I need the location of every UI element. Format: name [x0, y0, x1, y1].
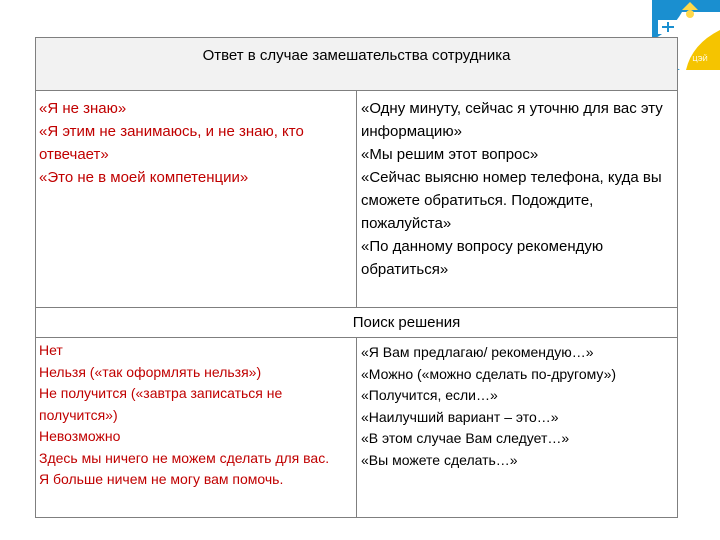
positive-solutions-cell [357, 338, 678, 518]
positive-solution: «Я Вам предлагаю/ рекомендую…» [361, 344, 594, 360]
negative-phrase: «Это не в моей компетенции» [39, 169, 249, 186]
positive-phrases-cell [357, 91, 678, 308]
positive-phrase: «Мы решим этот вопрос» [361, 146, 539, 163]
section-header [36, 308, 678, 338]
positive-phrase: «Сейчас выясню номер телефона, куда вы сможете обратиться. Подождите, пожалуйста» [361, 169, 662, 232]
negative-solution: Не получится («завтра записаться не получится») [39, 385, 283, 423]
positive-solution: «Можно («можно сделать по-другому») [361, 365, 617, 382]
positive-phrase: «Одну минуту, сейчас я уточню для вас эту информацию» [361, 100, 663, 140]
negative-phrase: «Я не знаю» [39, 100, 127, 117]
section-title: Поиск решения [352, 314, 461, 331]
logo-text: ЦЭЙ [692, 56, 708, 63]
negative-solution: Здесь мы ничего не можем сделать для вас. [39, 449, 330, 466]
negative-solution: Нельзя («так оформлять нельзя») [39, 363, 262, 380]
negative-solutions-cell [36, 338, 357, 518]
negative-phrase: «Я этим не занимаюсь, и не знаю, кто отвечает» [39, 123, 304, 163]
positive-solution: «Получится, если…» [361, 387, 498, 403]
negative-solution: Я больше ничем не могу вам помочь. [39, 471, 284, 487]
negative-solution: Невозможно [39, 428, 121, 444]
positive-phrase: «По данному вопросу рекомендую обратиться» [361, 238, 604, 278]
positive-solution: «В этом случае Вам следует…» [361, 430, 570, 446]
phrases-table [35, 37, 678, 518]
positive-solution: «Вы можете сделать…» [361, 451, 518, 468]
negative-phrases-cell [36, 91, 357, 308]
table-title: Ответ в случае замешательства сотрудника [202, 47, 511, 64]
negative-solution: Нет [39, 342, 63, 358]
table-header [36, 38, 678, 91]
positive-solution: «Наилучший вариант – это…» [361, 408, 559, 425]
